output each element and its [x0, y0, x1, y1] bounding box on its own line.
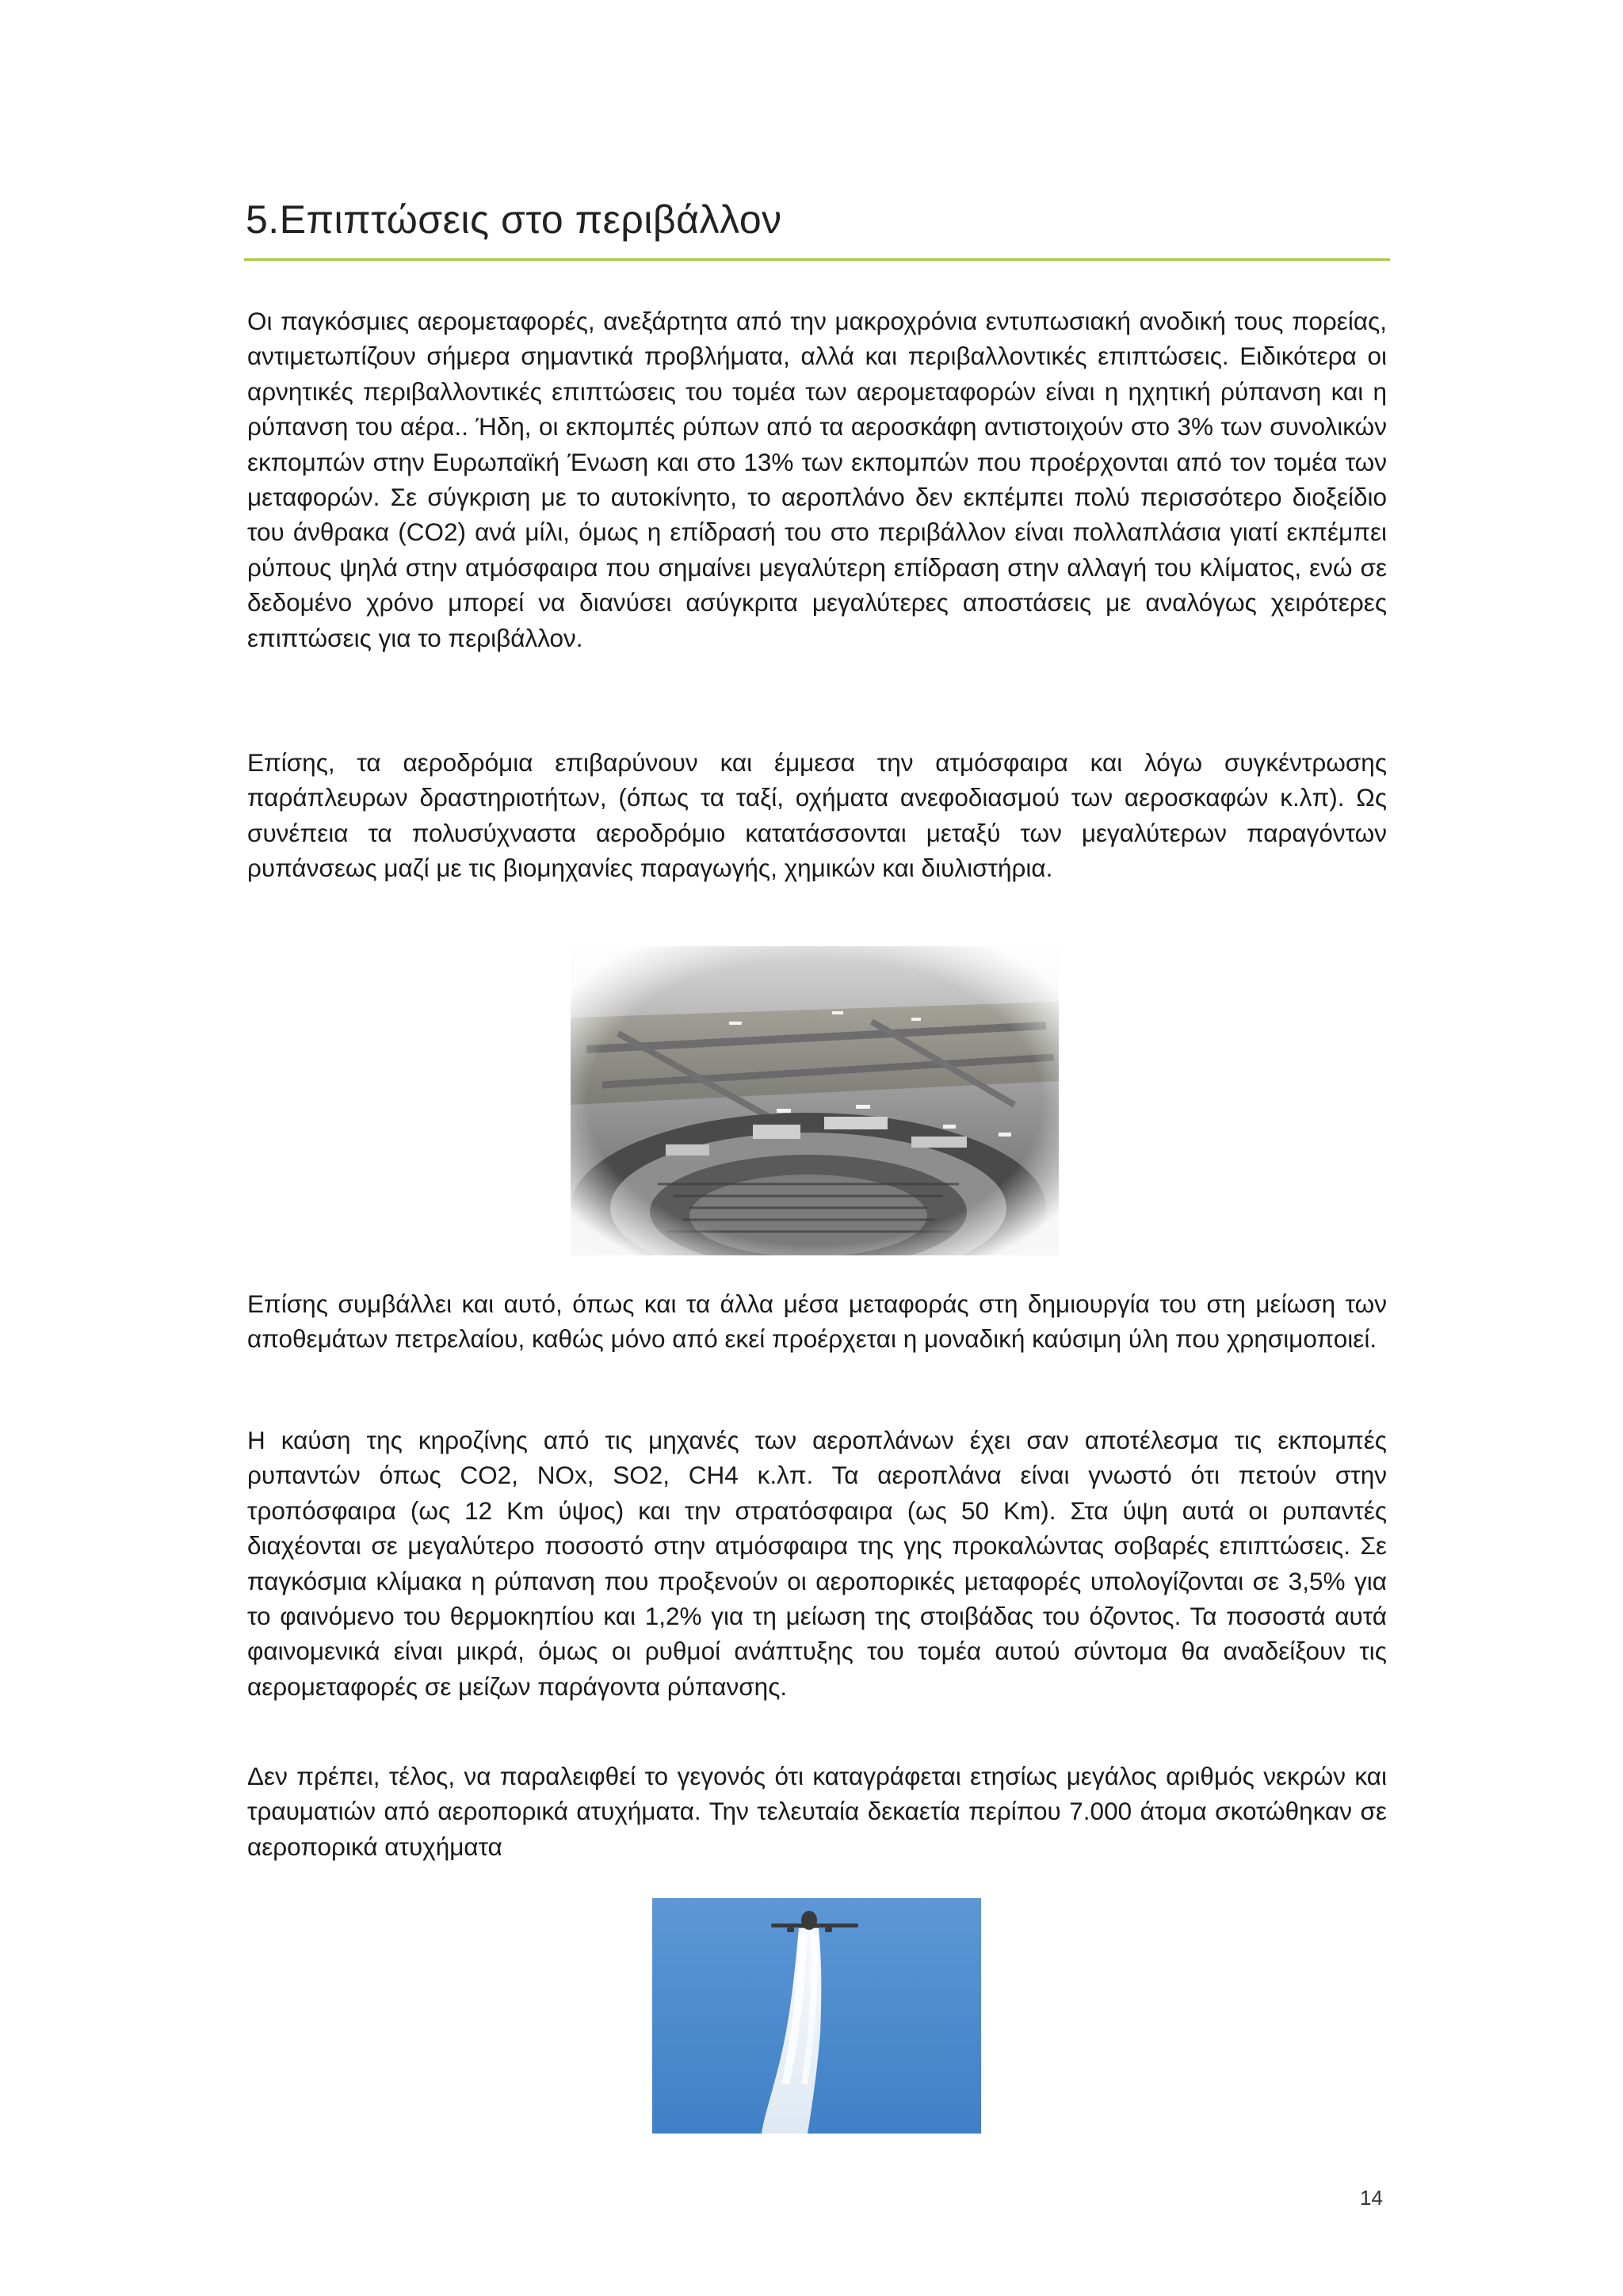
paragraph-oil-reserves: Επίσης συμβάλλει και αυτό, όπως και τα άλλα μέσα μεταφοράς στη δημιουργία του στη μείωση των αποθεμάτων πετρελαίου, καθώς μόνο από εκεί προέρχεται η μοναδική καύσιμη ύλη που χρησιμοποιεί.	[247, 1289, 1387, 1354]
heading-underline	[244, 258, 1390, 261]
paragraph-accidents: Δεν πρέπει, τέλος, να παραλειφθεί το γεγονός ότι καταγράφεται ετησίως μεγάλος αριθμός νεκρών και τραυματιών από αεροπορικά ατυχήματα. Την τελευταία δεκαετία περίπου 7.000 άτομα σκοτώθηκαν σε αεροπορικά ατυχήματα	[247, 1762, 1387, 1861]
page-number: 14	[1360, 2186, 1383, 2210]
airport-aerial-photo	[571, 946, 1059, 1255]
paragraph-airports-pollution: Επίσης, τα αεροδρόμια επιβαρύνουν και έμμεσα την ατμόσφαιρα και λόγω συγκέντρωσης παράπλευρων δραστηριοτήτων, (όπως τα ταξί, οχήματα ανεφοδιασμού των αεροσκαφών κ.λπ). Ως συνέπεια τα πολυσύχναστα αεροδρόμιο κατατάσσονται μεταξύ των μεγαλύτερων παραγόντων ρυπάνσεως μαζί με τις βιομηχανίες παραγωγής, χημικών και διυλιστήρια.	[247, 748, 1387, 883]
paragraph-environmental-impacts: Οι παγκόσμιες αερομεταφορές, ανεξάρτητα από την μακροχρόνια εντυπωσιακή ανοδική τους πορείας, αντιμετωπίζουν σήμερα σημαντικά προβλήματα, αλλά και περιβαλλοντικές επιπτώσεις. Ειδικότερα οι αρνητικές περιβαλλοντικές επιπτώσεις του τομέα των αερομεταφορών είναι η ηχητική ρύπανση και η ρύπανση του αέρα.. Ήδη, οι εκπομπές ρύπων από τα αεροσκάφη αντιστοιχούν στο 3% των συνολικών εκπομπών στην Ευρωπαϊκή Ένωση και στο 13% των εκπομπών που προέρχονται από τον τομέα των μεταφορών. Σε σύγκριση με το αυτοκίνητο, το αεροπλάνο δεν εκπέμπει πολύ περισσότερο διοξείδιο του άνθρακα (CO2) ανά μίλι, όμως η επίδρασή του στο περιβάλλον είναι πολλαπλάσια γιατί εκπέμπει ρύπους ψηλά στην ατμόσφαιρα που σημαίνει μεγαλύτερη επίδραση στην αλλαγή του κλίματος, ενώ σε δεδομένο χρόνο μπορεί να διανύσει ασύγκριτα μεγαλύτερες αποστάσεις με αναλόγως χειρότερες επιπτώσεις για το περιβάλλον.	[247, 307, 1387, 652]
airplane-contrail-photo	[652, 1898, 981, 2134]
paragraph-kerosene-emissions: Η καύση της κηροζίνης από τις μηχανές των αεροπλάνων έχει σαν αποτέλεσμα τις εκπομπές ρυπαντών όπως CO2, NOx, SO2, CH4 κ.λπ. Τα αεροπλάνα είναι γνωστό ότι πετούν στην τροπόσφαιρα (ως 12 Km ύψος) και την στρατόσφαιρα (ως 50 Km). Στα ύψη αυτά οι ρυπαντές διαχέονται σε μεγαλύτερο ποσοστό στην ατμόσφαιρα της γης προκαλώντας σοβαρές επιπτώσεις. Σε παγκόσμια κλίμακα η ρύπανση που προξενούν οι αεροπορικές μεταφορές υπολογίζονται σε 3,5% για το φαινόμενο του θερμοκηπίου και 1,2% για τη μείωση της στοιβάδας του όζοντος. Τα ποσοστά αυτά φαινομενικά είναι μικρά, όμως οι ρυθμοί ανάπτυξης του τομέα αυτού σύντομα θα αναδείξουν τις αερομεταφορές σε μείζων παράγοντα ρύπανσης.	[247, 1426, 1387, 1701]
section-heading: 5.Επιπτώσεις στο περιβάλλον	[246, 197, 782, 242]
